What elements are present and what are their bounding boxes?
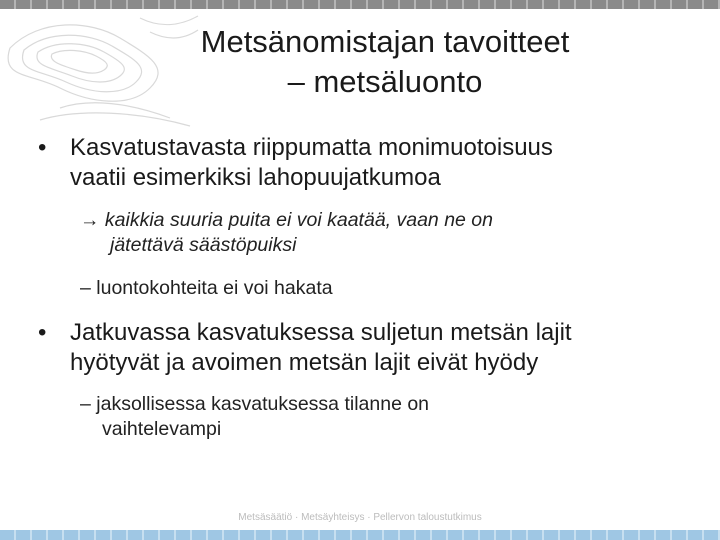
bullet-2-line-1: Jatkuvassa kasvatuksessa suljetun metsän lajit [70, 319, 572, 346]
bullet-mark: • [38, 319, 47, 346]
bullet-mark: • [38, 134, 47, 161]
sub-item-2-1-line-1: – jaksollisessa kasvatuksessa tilanne on [80, 393, 430, 415]
sub-item-2-1 [80, 392, 429, 442]
sub-item-1-1-line-1: → kaikkia suuria puita ei voi kaatää, vaan ne on [80, 209, 493, 231]
sub-item-1-2-line-1: – luontokohteita ei voi hakata [80, 277, 333, 299]
bottom-decorative-bar [0, 530, 720, 540]
sub-item-1-1 [80, 208, 493, 258]
sub-item-1-1-line-2: jätettävä säästöpuiksi [110, 234, 297, 256]
slide-title-line-2: – metsäluonto [287, 64, 483, 99]
bullet-1-line-2: vaatii esimerkiksi lahopuujatkumoa [70, 164, 441, 191]
slide-title [130, 22, 640, 102]
sub-item-2-1-line-2: vaihtelevampi [102, 418, 222, 440]
bullet-2-line-2: hyötyvät ja avoimen metsän lajit eivät hyödy [70, 349, 539, 376]
bullet-1-line-1: Kasvatustavasta riippumatta monimuotoisuus [70, 134, 553, 161]
slide-title-line-1: Metsänomistajan tavoitteet [200, 24, 570, 59]
sub-item-1-2 [80, 276, 333, 301]
slide-footer: Metsäsäätiö · Metsäyhteisys · Pellervon taloustutkimus [238, 512, 482, 523]
